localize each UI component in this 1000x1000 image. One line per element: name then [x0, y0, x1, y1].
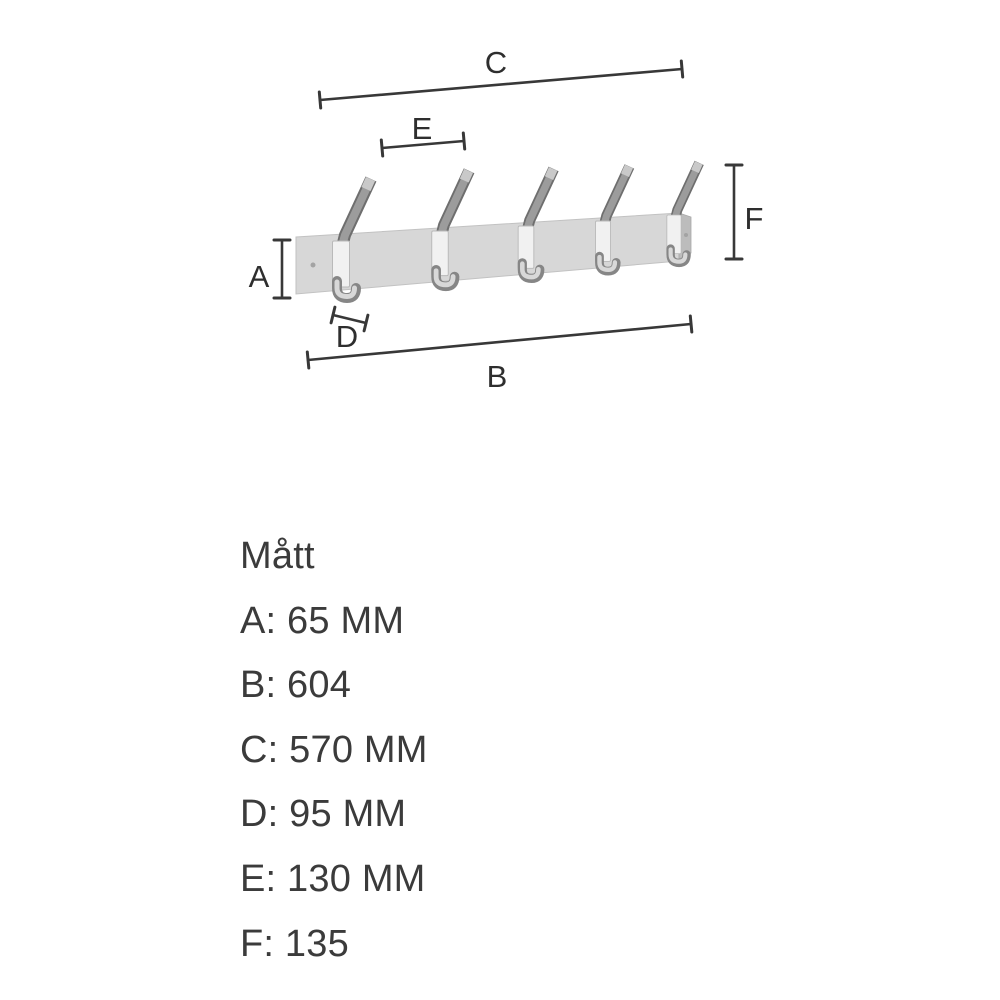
measurement-item-c: C: 570 MM [240, 728, 428, 771]
measurement-item-d: D: 95 MM [240, 793, 407, 836]
dimension-label-d: D [335, 319, 359, 354]
measurements-list [240, 524, 428, 976]
measurement-item-e: E: 130 MM [240, 857, 426, 900]
dimension-line-f [726, 165, 763, 259]
dimension-line-c [319, 45, 682, 108]
dimension-label-f: F [744, 201, 764, 236]
screw-hole-left [311, 263, 316, 268]
dimension-label-a: A [248, 259, 270, 294]
dimension-line-e [381, 111, 464, 156]
dimension-label-c: C [484, 45, 508, 80]
dimension-label-b: B [486, 359, 508, 394]
measurements-title: Mått [240, 535, 315, 577]
dimension-line-d [331, 307, 368, 354]
rack-drawing [296, 163, 699, 298]
measurement-item-a: A: 65 MM [240, 599, 405, 642]
dimension-line-a [249, 240, 290, 298]
measurement-item-b: B: 604 [240, 664, 352, 707]
screw-hole-right [684, 233, 688, 237]
measurement-item-f: F: 135 [240, 922, 349, 965]
product-dimension-diagram [0, 0, 1000, 470]
dimension-label-e: E [411, 111, 433, 146]
